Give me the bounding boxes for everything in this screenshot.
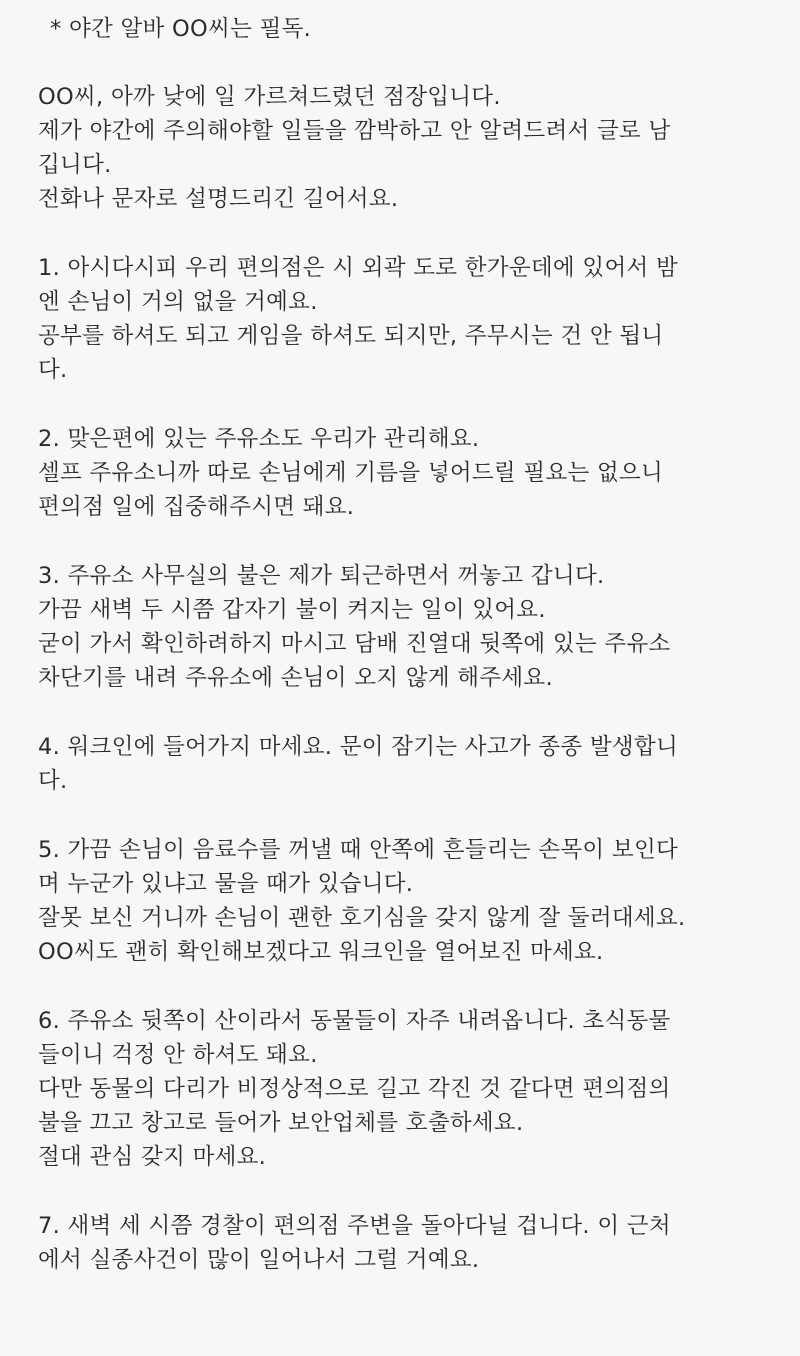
rule-4-line: 다. [38, 768, 68, 794]
rule-2-line: 편의점 일에 집중해주시면 돼요. [38, 494, 355, 520]
intro-line: OO씨, 아까 낮에 일 가르쳐드렸던 점장입니다. [38, 84, 501, 110]
rule-6-line: 다만 동물의 다리가 비정상적으로 길고 각진 것 같다면 편의점의 [38, 1076, 671, 1102]
intro-line: 제가 야간에 주의해야할 일들을 깜박하고 안 알려드려서 글로 남 [38, 118, 671, 144]
rule-6-line: 6. 주유소 뒷쪽이 산이라서 동물들이 자주 내려옵니다. 초식동물 [38, 1008, 671, 1034]
intro-line: 전화나 문자로 설명드리긴 길어서요. [38, 186, 399, 212]
rule-1-line: 다. [38, 357, 68, 383]
rule-5-line: 5. 가끔 손님이 음료수를 꺼낼 때 안쪽에 흔들리는 손목이 보인다 [38, 837, 679, 863]
spacer [38, 216, 770, 251]
rule-1-line: 공부를 하셔도 되고 게임을 하셔도 되지만, 주무시는 건 안 됩니 [38, 323, 664, 349]
rule-6-line: 불을 끄고 창고로 들어가 보안업체를 호출하세요. [38, 1110, 524, 1136]
rule-6-line: 들이니 걱정 안 하셔도 돼요. [38, 1042, 318, 1068]
rule-4-line: 4. 워크인에 들어가지 마세요. 문이 잠기는 사고가 종종 발생합니 [38, 734, 679, 760]
note-header: * 야간 알바 OO씨는 필독. [50, 16, 312, 42]
rule-3-line: 차단기를 내려 주유소에 손님이 오지 않게 해주세요. [38, 665, 553, 691]
spacer [38, 695, 770, 730]
rule-3-line: 굳이 가서 확인하려하지 마시고 담배 진열대 뒷쪽에 있는 주유소 [38, 631, 671, 657]
rule-5-line: OO씨도 괜히 확인해보겠다고 워크인을 열어보진 마세요. [38, 939, 604, 965]
rule-7-line: 에서 실종사건이 많이 일어나서 그럴 거예요. [38, 1247, 480, 1273]
rule-7-line: 7. 새벽 세 시쯤 경찰이 편의점 주변을 돌아다닐 겁니다. 이 근처 [38, 1213, 671, 1239]
rule-3-line: 3. 주유소 사무실의 불은 제가 퇴근하면서 꺼놓고 갑니다. [38, 563, 605, 589]
spacer [38, 524, 770, 559]
spacer [38, 969, 770, 1004]
rule-2-line: 셀프 주유소니까 따로 손님에게 기름을 넣어드릴 필요는 없으니 [38, 460, 664, 486]
intro-line: 깁니다. [38, 152, 112, 178]
spacer [38, 387, 770, 422]
rule-2-line: 2. 맞은편에 있는 주유소도 우리가 관리해요. [38, 426, 480, 452]
rule-3-line: 가끔 새벽 두 시쯤 갑자기 불이 켜지는 일이 있어요. [38, 597, 546, 623]
rule-5-line: 며 누군가 있냐고 물을 때가 있습니다. [38, 871, 414, 897]
spacer [38, 46, 770, 80]
rule-1-line: 1. 아시다시피 우리 편의점은 시 외곽 도로 한가운데에 있어서 밤 [38, 255, 679, 281]
spacer [38, 1174, 770, 1209]
rule-1-line: 엔 손님이 거의 없을 거예요. [38, 289, 318, 315]
rule-5-line: 잘못 보신 거니까 손님이 괜한 호기심을 갖지 않게 잘 둘러대세요. [38, 905, 686, 931]
rule-6-line: 절대 관심 갖지 마세요. [38, 1144, 267, 1170]
spacer [38, 798, 770, 833]
